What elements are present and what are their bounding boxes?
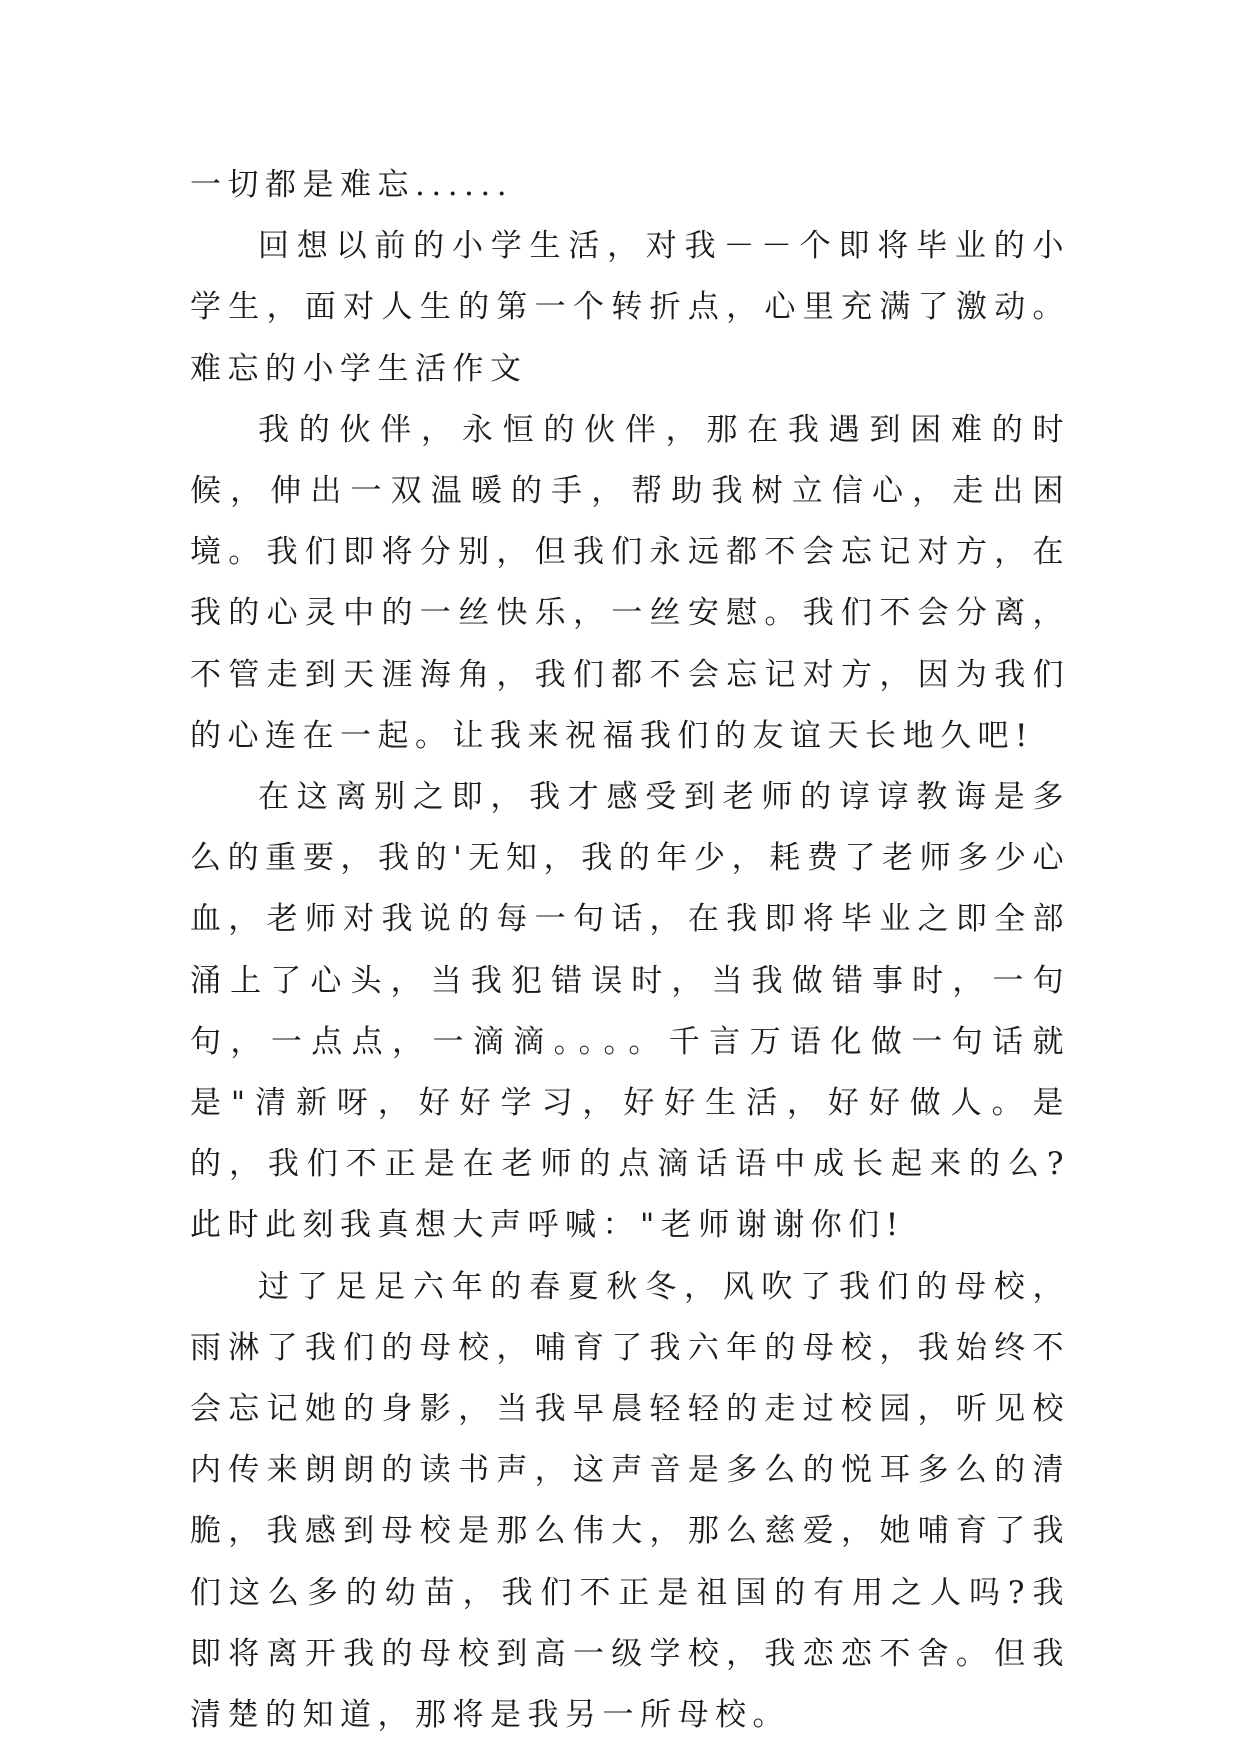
document-body xyxy=(190,155,1070,1746)
paragraph-3: 我的伙伴，永恒的伙伴，那在我遇到困难的时候，伸出一双温暖的手，帮助我树立信心，走出困境。我们即将分别，但我们永远都不会忘记对方，在我的心灵中的一丝快乐，一丝安慰。我们不会分离，不管走到天涯海角，我们都不会忘记对方，因为我们的心连在一起。让我来祝福我们的友谊天长地久吧! xyxy=(190,411,1070,754)
paragraph-1: 一切都是难忘...... xyxy=(190,167,514,203)
paragraph-2: 回想以前的小学生活，对我－－个即将毕业的小学生，面对人生的第一个转折点，心里充满了激动。难忘的小学生活作文 xyxy=(190,228,1070,387)
paragraph-5: 过了足足六年的春夏秋冬，风吹了我们的母校，雨淋了我们的母校，哺育了我六年的母校，我始终不会忘记她的身影，当我早晨轻轻的走过校园，听见校内传来朗朗的读书声，这声音是多么的悦耳多么的清脆，我感到母校是那么伟大，那么慈爱，她哺育了我们这么多的幼苗，我们不正是祖国的有用之人吗?我即将离开我的母校到高一级学校，我恋恋不舍。但我清楚的知道，那将是我另一所母校。 xyxy=(190,1268,1070,1734)
paragraph-4: 在这离别之即，我才感受到老师的谆谆教诲是多么的重要，我的'无知，我的年少，耗费了老师多少心血，老师对我说的每一句话，在我即将毕业之即全部涌上了心头，当我犯错误时，当我做错事时，一句句，一点点，一滴滴。。。。千言万语化做一句话就是"清新呀，好好学习，好好生活，好好做人。是的，我们不正是在老师的点滴话语中成长起来的么?此时此刻我真想大声呼喊："老师谢谢你们! xyxy=(190,779,1070,1244)
